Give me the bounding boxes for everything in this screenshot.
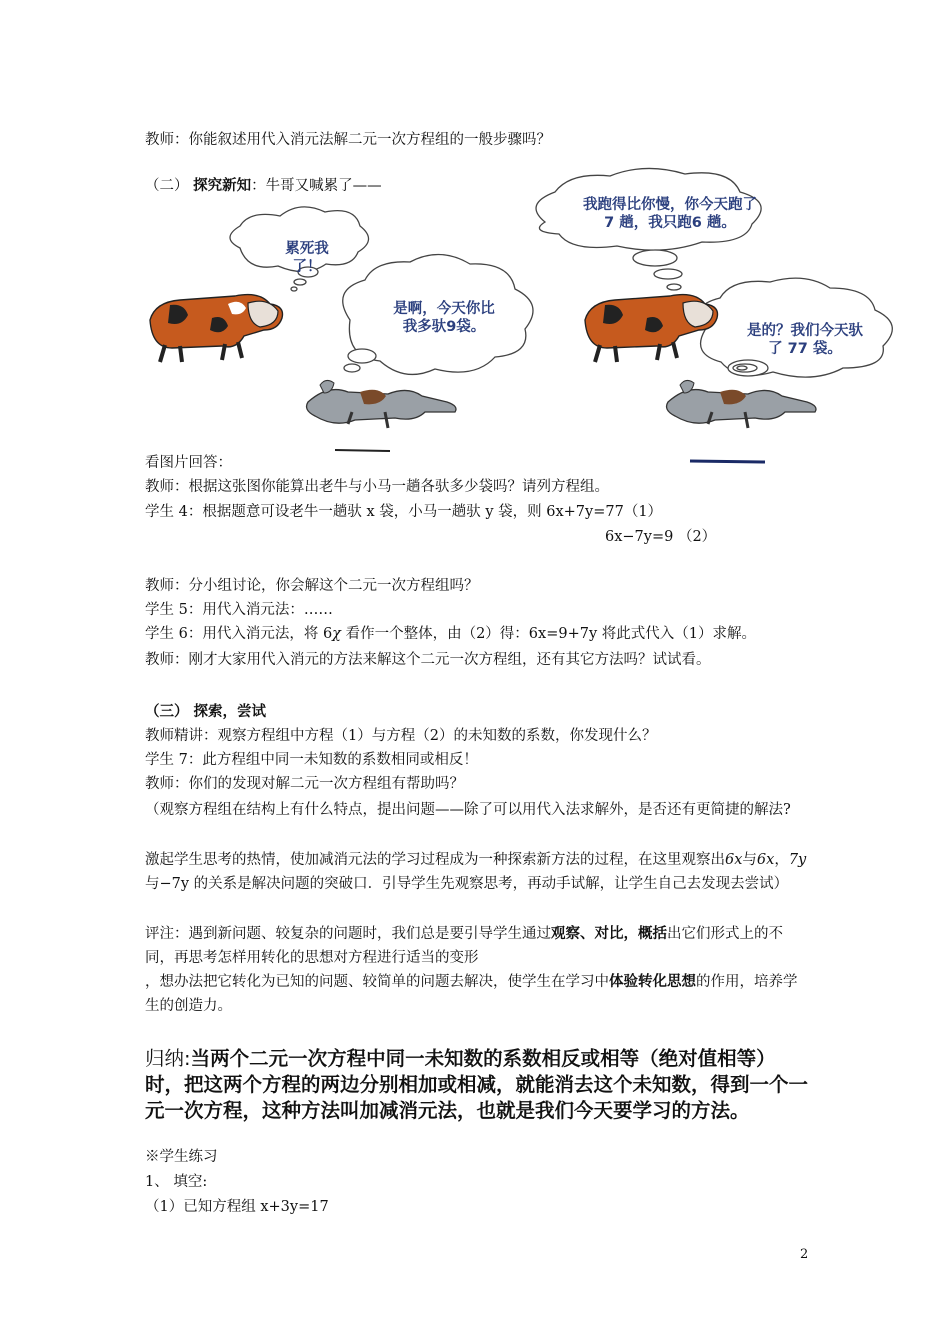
text-part: ， bbox=[774, 852, 789, 868]
text-part: ，想办法把它转化为已知的问题、较简单的问题去解决，使学生在学习中 bbox=[145, 974, 609, 990]
summary-body: 当两个二元一次方程中同一未知数的系数相反或相等（绝对值相等）时，把这两个方程的两边分别相加或相减，就能消去这个未知数，得到一个一元一次方程，这种方法叫加减消元法，也就是我们今天要学习的方法。 bbox=[145, 1047, 809, 1122]
cow-1 bbox=[150, 295, 283, 362]
text-line: 教师：根据这张图你能算出老牛与小马一趟各驮多少袋吗？请列方程组。 bbox=[145, 479, 609, 495]
text-paragraph bbox=[145, 848, 810, 896]
text-line: 看图片回答： bbox=[145, 455, 232, 471]
horse-2 bbox=[667, 380, 816, 462]
bubble-1-text: 累死我了！ bbox=[285, 241, 329, 275]
text-line: 教师精讲：观察方程组中方程（1）与方程（2）的未知数的系数，你发现什么？ bbox=[145, 728, 657, 744]
text-part: 看作一个整体，由（2）得：6x=9+7y 将此式代入（1）求解。 bbox=[340, 626, 756, 642]
horse-1 bbox=[307, 380, 456, 451]
text-line: 1、 填空: bbox=[145, 1174, 208, 1190]
text-part: 与 bbox=[742, 852, 757, 868]
heading-bold: 探究新知 bbox=[193, 177, 252, 194]
text-line: 教师：你们的发现对解二元一次方程组有帮助吗？ bbox=[145, 776, 464, 792]
text-line: 学生 5：用代入消元法：…… bbox=[145, 602, 333, 618]
text-line: 学生 7：此方程组中同一未知数的系数相同或相反！ bbox=[145, 752, 478, 768]
text-part: 评注：遇到新问题、较复杂的问题时，我们总是要引导学生通过 bbox=[145, 926, 551, 942]
summary-paragraph bbox=[145, 1046, 810, 1124]
text-part: 的作用，培养学生的创造力。 bbox=[145, 974, 798, 1014]
cow-2 bbox=[585, 295, 718, 362]
text-line: 教师：分小组讨论，你会解这个二元一次方程组吗？ bbox=[145, 578, 479, 594]
bold-keywords: 观察、对比，概括 bbox=[551, 925, 667, 942]
math-term: 6x bbox=[725, 852, 743, 868]
text-paragraph bbox=[145, 970, 810, 1018]
text-part: 激起学生思考的热情，使加减消元法的学习过程成为一种探索新方法的过程，在这里观察出 bbox=[145, 852, 725, 868]
text-line: 学生 4：根据题意可设老牛一趟驮 x 袋，小马一趟驮 y 袋，则 6x+7y=77（1） bbox=[145, 504, 663, 520]
text-line: ※学生练习 bbox=[145, 1149, 218, 1165]
summary-lead: 归纳: bbox=[145, 1047, 191, 1070]
bubble-4-text: 是的？我们今天驮了 77 袋。 bbox=[747, 323, 863, 357]
text-paragraph: （观察方程组在结构上有什么特点，提出问题——除了可以用代入法求解外，是否还有更简捷的解法? bbox=[145, 802, 791, 818]
text-line: 教师：你能叙述用代入消元法解二元一次方程组的一般步骤吗？ bbox=[145, 132, 551, 148]
math-term: 6x bbox=[756, 852, 775, 868]
math-term: 7y bbox=[788, 852, 807, 868]
equation-2: 6x−7y=9 （2） bbox=[605, 529, 717, 545]
bubble-2-text: 是啊，今天你比我多驮9袋。 bbox=[393, 301, 495, 335]
bubble-3-text: 我跑得比你慢，你今天跑了 7 趟，我只跑6 趟。 bbox=[583, 197, 757, 231]
text-line bbox=[145, 624, 756, 644]
math-symbol: χ bbox=[332, 626, 341, 642]
text-line: 教师：刚才大家用代入消元的方法来解这个二元一次方程组，还有其它方法吗？试试看。 bbox=[145, 652, 711, 668]
section-heading-try: （三） 探索，尝试 bbox=[145, 703, 267, 720]
bold-keywords: 体验转化思想 bbox=[609, 973, 696, 990]
cartoon-illustration bbox=[0, 0, 950, 480]
text-part: 出它们形式上的不同，再思考怎样用转化的思想对方程进行适当的变形 bbox=[145, 926, 783, 966]
section-heading-explore bbox=[145, 176, 382, 196]
heading-rest: ：牛哥又喊累了—— bbox=[251, 178, 382, 194]
page-number: 2 bbox=[800, 1247, 809, 1262]
text-part: 学生 6：用代入消元法，将 6 bbox=[145, 626, 333, 642]
text-paragraph bbox=[145, 922, 810, 970]
heading-number: （二） bbox=[145, 178, 189, 194]
text-line: （1）已知方程组 x+3y=17 bbox=[145, 1199, 329, 1215]
text-part: 与−7y 的关系是解决问题的突破口．引导学生先观察思考，再动手试解，让学生自己去发现去尝试） bbox=[145, 876, 789, 892]
